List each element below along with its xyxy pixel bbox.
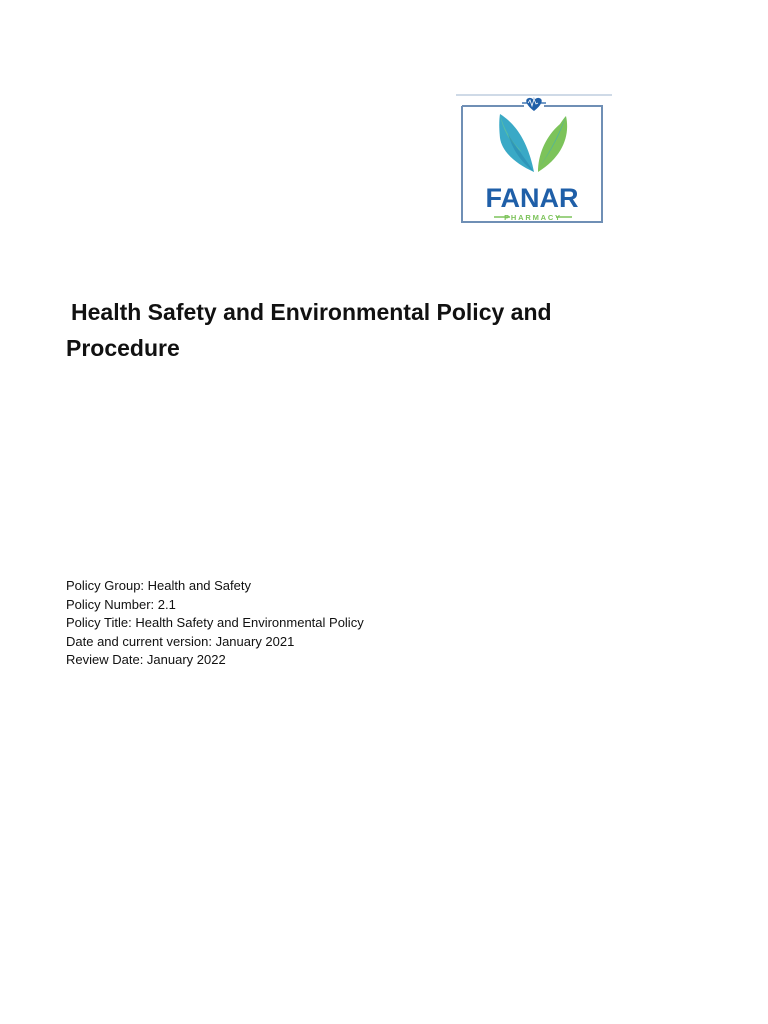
policy-number: Policy Number: 2.1 [66,596,176,612]
brand-tagline-text: PHARMACY [504,213,562,222]
document-title [66,294,626,366]
title-line-1: Health Safety and Environmental Policy and [71,299,552,325]
policy-metadata [66,577,364,670]
heart-pulse-icon [522,98,546,111]
policy-title: Policy Title: Health Safety and Environmental Policy [66,615,364,631]
leaves-icon [499,114,567,172]
review-date: Review Date: January 2022 [66,652,226,668]
title-line-2: Procedure [66,335,180,361]
policy-group: Policy Group: Health and Safety [66,578,251,593]
fanar-pharmacy-logo [456,94,612,226]
policy-version: Date and current version: January 2021 [66,633,295,649]
brand-name-text: FANAR [485,183,579,213]
